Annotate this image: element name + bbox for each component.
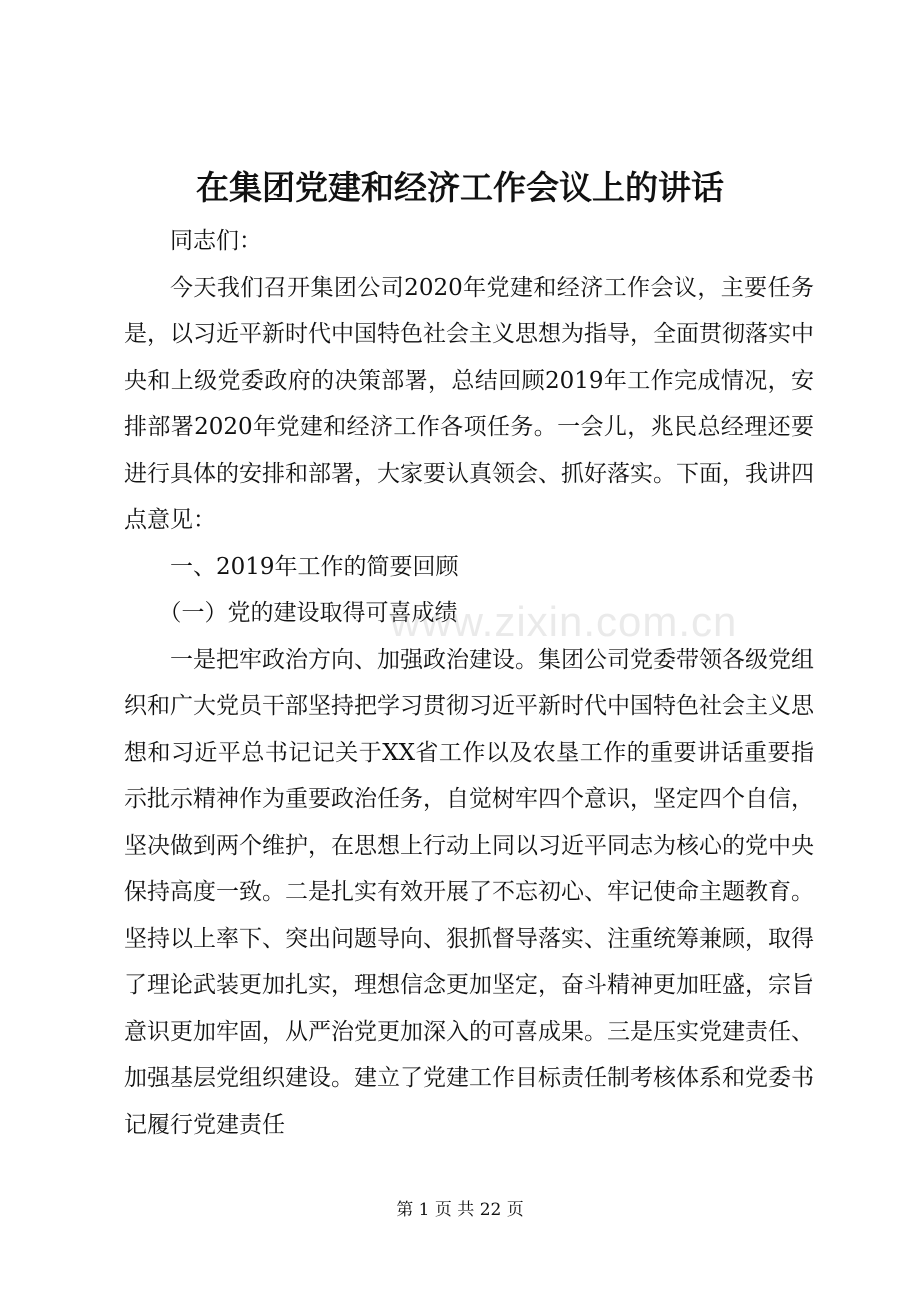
document-body	[124, 218, 814, 1148]
watermark: www.zixin.com.cn	[390, 598, 738, 645]
page-footer: 第 1 页 共 22 页	[396, 1200, 524, 1220]
paragraph-main: 一是把牢政治方向、加强政治建设。集团公司党委带领各级党组织和广大党员干部坚持把学习贯彻习近平新时代中国特色社会主义思想和习近平总书记记关于XX省工作以及农垦工作的重要讲话重要指示批示精神作为重要政治任务，自觉树牢四个意识，坚定四个自信，坚决做到两个维护，在思想上行动上同以习近平同志为核心的党中央保持高度一致。二是扎实有效开展了不忘初心、牢记使命主题教育。坚持以上率下、突出问题导向、狠抓督导落实、注重统筹兼顾，取得了理论武装更加扎实，理想信念更加坚定，奋斗精神更加旺盛，宗旨意识更加牢固，从严治党更加深入的可喜成果。三是压实党建责任、加强基层党组织建设。建立了党建工作目标责任制考核体系和党委书记履行党建责任	[124, 646, 814, 1138]
subsection-heading: （一）党的建设取得可喜成绩	[158, 600, 458, 626]
salutation: 同志们：	[170, 228, 262, 254]
section-heading: 一、2019年工作的简要回顾	[170, 553, 459, 580]
document-title: 在集团党建和经济工作会议上的讲话	[196, 168, 724, 207]
paragraph-intro: 今天我们召开集团公司2020年党建和经济工作会议，主要任务是，以习近平新时代中国特色社会主义思想为指导，全面贯彻落实中央和上级党委政府的决策部署，总结回顾2019年工作完成情况，安排部署2020年党建和经济工作各项任务。一会儿，兆民总经理还要进行具体的安排和部署，大家要认真领会、抓好落实。下面，我讲四点意见：	[124, 274, 814, 533]
